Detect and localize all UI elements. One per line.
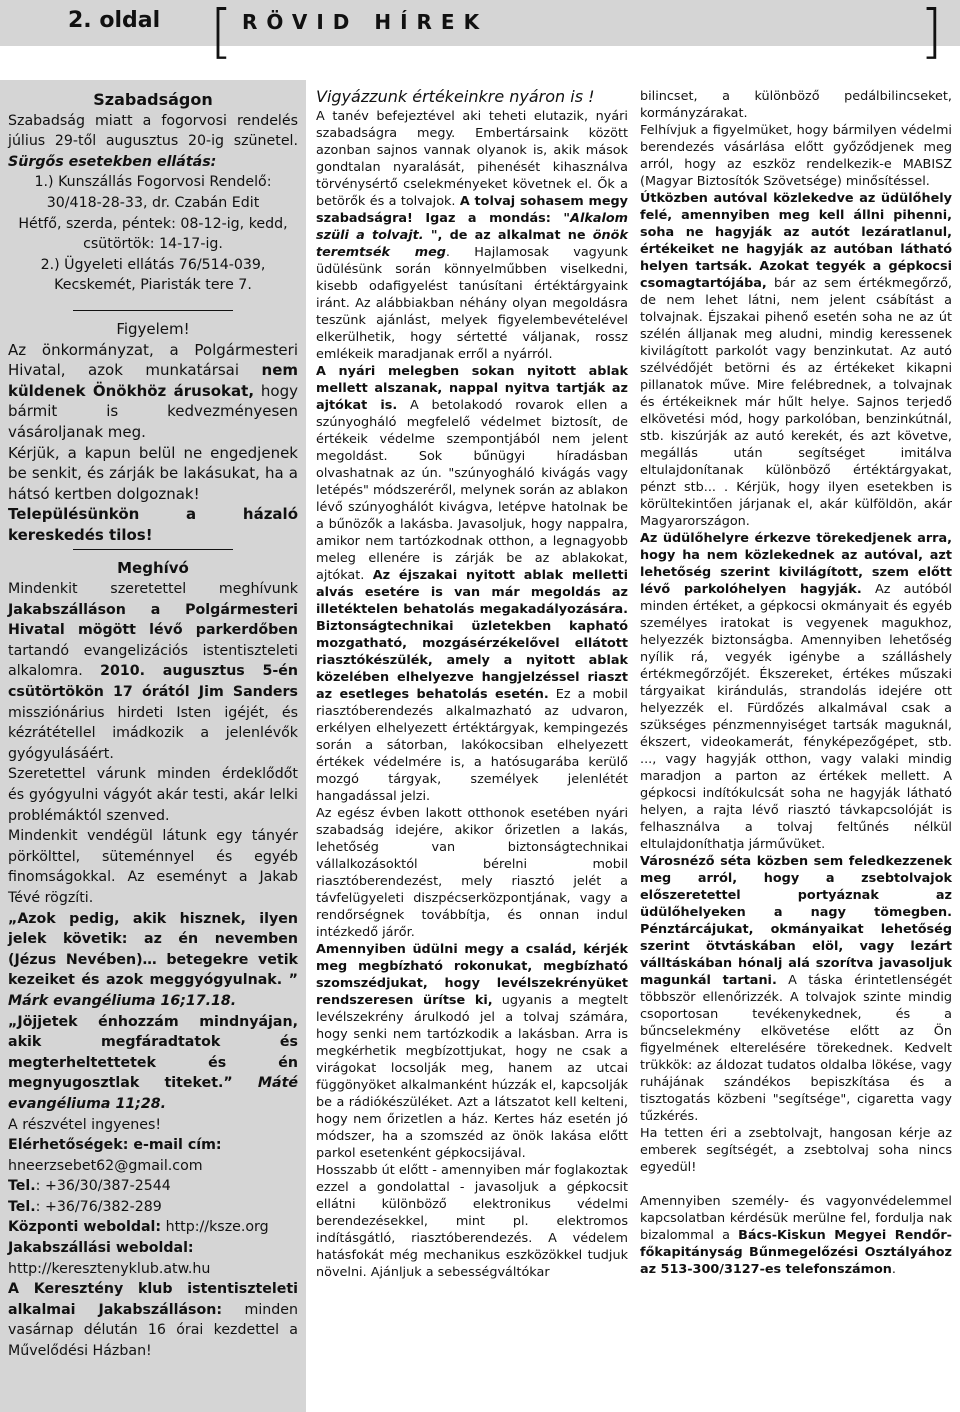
left-column <box>8 88 298 1362</box>
quote-2: „Jöjjetek énhozzám mindnyájan, akik megfáradtatok és megterheltettetek és én megnyugosztlak titeket.” Máté evangéliuma 11;28. <box>8 1013 298 1112</box>
article-p2: A nyári melegben sokan nyitott ablak mellett alszanak, nappal nyitva tartják az ajtókat is. A betolakodó rovarok ellen a szúnyogháló megfelelő védelmet biztosít, de értékeik védelme szempontjából nem jelent megoldást. Sok bűnügyi híradásban olvashatnak az ún. "szúnyogháló kivágás vagy letépés" módszeréről, melynek során az ablakon lévő szúnyoghálót kivágva, letépve hatolnak be a bűnözők a lakásba. Javasoljuk, hogy nappalra, amikor nem tartózkodnak otthon, a legnagyobb meleg ellenére is zárják be az ablakokat, ajtókat. Az éjszakai nyitott ablak melletti alvás esetére is van már megoldás az illetéktelen behatolás megakadályozására. Biztonságtechnikai üzletekben kapható mozgatható, mozgásérzékelővel ellátott riasztókészülék, amely a nyitott ablak közelében elhelyezve hangjelzéssel riaszt az esetleges behatolás esetén. Ez a mobil riasztóberendezés alkalmazható az udvaron, erkélyen elhelyezett értéktárgyak, kempingezés során a sátorban, lakókocsiban elhelyezett értékek védelmére is, a hatósugarába kerülő mozgó tárgyak, személyek jelenlétét hangadással jelzi. <box>316 364 629 804</box>
meghivo-text-3: Mindenkit vendégül látunk egy tányér pörkölttel, süteménnyel és egyéb finomságokkal. Az eseményt a Jakab Tévé rögzíti. <box>8 828 298 906</box>
figyelem-text-3: Településünkön a házaló kereskedés tilos! <box>8 505 298 544</box>
article-p6: bilincset, a különböző pedálbilincseket, kormányzárakat. <box>640 89 952 121</box>
article-p3: Az egész évben lakott otthonok esetében nyári szabadság idejére, akikor őrizetlen a lakás, lehetőség van biztonságtechnikai vállalkozásoktól bérelni mobil riasztóberendezést, mely riasztó jelét a távfelügyeleti diszpécserközpontjának, vagy a rendőrségnek továbbítja, és onnan indul intézkedő járőr. <box>316 806 628 940</box>
article-p4: Amennyiben üdülni megy a család, kérjék meg megbízható rokonukat, megbízható szomszédjukat, hogy levélszekrényüket rendszeresen ürítse ki, ugyanis a megtelt levélszekrény árulkodó jel a tolvaj számára, hogy senki nem tartózkodik a lakásban. Arra is megkérhetik megbízottjukat, hogy ne csak a virágokat locsolják meg, hanem az utcai függönyöket alkalmanként húzzák el, kapcsolják be a rádiókészüléket. Azt a látszatot kell kelteni, hogy nem őrizetlen a ház. Kertes ház esetén jó módszer, ha a szomszéd az önök lakása előtt parkol esetenként gépkocsijával. <box>316 942 628 1161</box>
quote-1: „Azok pedig, akik hisznek, ilyen jelek követik: az én nevemben (Jézus Nevében)… betegekre vetik kezeiket és azok meggyógyulnak. ” Márk evangéliuma 16;17.18. <box>8 910 298 1009</box>
right-column <box>640 88 952 1278</box>
article-p8: Útközben autóval közlekedve az üdülőhely felé, amennyiben meg kell állni pihenni, soha ne hagyják az autót lezáratlanul, értékeiket ne hagyják az autóban látható helyen tartsák. Azokat tegyék a gépkocsi csomagtartójába, bár az sem értékmegőrző, de nem lehet látni, nem jelent csábítást a tolvajnak. Éjszakai pihenő esetén soha ne az út szélén álljanak meg aludni, mindig keressenek kivilágított parkolót vagy benzinkutat. Az autó szélvédőjét betörni és az értékeket kikapni pillanatok műve. Mire felébrednek, a tolvajnak és értékeiknek már hűlt helye. Sajnos terjedő elkövetési mód, hogy parkolóban, benzinkútnál, stb. kiszúrják az autó kerekét, és azt követve, megállás után segítséget imitálva eltulajdonítanak különböző értéktárgyakat, pénzt stb... . Kérjük, hogy ilyen esetekben is körültekintően járjanak el, akár külföldön, akár Magyarországon. <box>640 191 952 529</box>
phone-2: Tel.: +36/76/382-289 <box>8 1198 162 1215</box>
klub-text: A Keresztény klub istentiszteleti alkalmai Jakabszálláson: minden vasárnap délután 16 órai kezdettel a Művelődési Házban! <box>8 1281 298 1360</box>
article-p11: Ha tetten éri a zsebtolvajt, hangosan kérje az emberek segítségét, a zsebtolvaj soha nincs egyedül! <box>640 1126 952 1175</box>
figyelem-text-1: Az önkormányzat, a Polgármesteri Hivatal, azok munkatársai nem küldenek Önökhöz árusokat, hogy bármit is kedvezményesen vásároljanak meg. <box>8 340 298 441</box>
szabadsag-heading: Szabadságon <box>93 90 213 109</box>
article-p1: A tanév befejeztével aki teheti elutazik, nyári szabadságra megy. Embertársaink között azonban sajnos vannak olyanok is, akik mások gondtalan nyaralását, pihenését kihasználva törvénysértő cselekményeket követnek el. Ők a betörők és a tolvajok. A tolvaj sohasem megy szabadságra! Igaz a mondás: "Alkalom szüli a tolvajt. ", de az alkalmat ne önök teremtsék meg. Hajlamosak vagyunk üdülésünk során könnyelműbben viselkedni, kisebb odafigyelést tanúsítani értéktárgyaink iránt. Az alábbiakban néhány olyan megoldásra teszünk ajánlást, melyek figyelembevételével elkerülhetik, hogy sértetté váljanak, rossz emlékeik maradjanak erről a nyárról. <box>316 109 628 362</box>
divider <box>73 310 233 311</box>
page-number: 2. oldal <box>68 8 161 33</box>
web-1: Központi weboldal: http://ksze.org <box>8 1219 269 1236</box>
section-title: RÖVID HÍREK <box>242 10 489 34</box>
right-bracket-icon: ] <box>920 0 943 65</box>
figyelem-heading: Figyelem! <box>116 319 190 338</box>
rendelo-3: 2.) Ügyeleti ellátás 76/514-039, Kecskemét, Piaristák tere 7. <box>40 256 266 294</box>
web-2[interactable]: http://keresztenyklub.atw.hu <box>8 1260 211 1277</box>
article-p5: Hosszabb út előtt - amennyiben már foglakoztak ezzel a gondolattal - javasoljuk a gépkocsit ellátni különböző elektronikus védelmi berendezésekkel, mint pl. elektromos indításgátló, riasztóberendezés. A védelem hatásfokát még mechanikus eszközökkel tudjuk növelni. Ajánljuk a sebességváltókar <box>316 1163 628 1280</box>
page-number-box <box>0 0 200 46</box>
figyelem-text-2: Kérjük, a kapun belül ne engedjenek be senkit, és zárják be lakásukat, ha a hátsó kertben dolgoznak! <box>8 443 298 503</box>
middle-column <box>316 88 628 1281</box>
email-address[interactable]: hneerzsebet62@gmail.com <box>8 1157 203 1174</box>
article-p12: Amennyiben személy- és vagyonvédelemmel kapcsolatban kérdésük merülne fel, fordulja nak bizalommal a Bács-Kiskun Megyei Rendőr-főkapitányság Bűnmegelőzési Osztályához az 513-300/3127-es telefonszámon. <box>640 1194 952 1277</box>
rendelo-1: 1.) Kunszállás Fogorvosi Rendelő: 30/418-28-33, dr. Czabán Edit <box>34 174 272 211</box>
rendelo-2: Hétfő, szerda, péntek: 08-12-ig, kedd, csütörtök: 14-17-ig. <box>18 215 288 253</box>
left-bracket-icon: [ <box>210 0 233 65</box>
article-p10: Városnéző séta közben sem feledkezzenek meg arról, hogy a zsebtolvajok előszeretettel portyáznak az üdülőhelyeken a nagy tömegben. Pénztárcájukat, okmányaikat lehetőség szerint ötvtáskában elöl, vagy lezárt válltáskában hónalj alá szorítva javasoljuk magunkál tartani. A táska érintetlenségét többször ellenőrizzék. A tolvajok szinte mindig csoportosan tevékenykednek, és a bűncselekmény elkövetése előtt az Ön figyelmének elterelésére törekednek. Kedvelt trükkök: az áldozat tudatos oldalba lökése, vagy ruhájának szándékos bepiszkítása és a tisztogatás közbeni "segítsége", cigaretta vagy tűzkérés. <box>640 854 952 1124</box>
szabadsag-text: Szabadság miatt a fogorvosi rendelés július 29-től augusztus 20-ig szünetel. Sürgős esetekben ellátás: <box>8 112 298 170</box>
meghivo-text-1: Mindenkit szeretettel meghívunk Jakabszálláson a Polgármesteri Hivatal mögött lévő parkerdőben tartandó evangelizációs istentiszteleti alkalomra. 2010. augusztus 5-én csütörtökön 17 órától Jim Sanders missziónárius hirdeti Isten igéjét, és kézrátétellel imádkozik a jelenlévők gyógyulásáért. <box>8 581 298 762</box>
phone-1: Tel.: +36/30/387-2544 <box>8 1178 171 1195</box>
meghivo-heading: Meghívó <box>117 559 189 578</box>
article-title: Vigyázzunk értékeinkre nyáron is ! <box>316 87 595 106</box>
page-header <box>0 0 960 65</box>
meghivo-text-2: Szeretettel várunk minden érdeklődőt és gyógyulni vágyót akár testi, akár lelki problémáktól szenved. <box>8 766 298 824</box>
ingyenes: A részvétel ingyenes! <box>8 1116 162 1133</box>
email-label: Elérhetőségek: e-mail cím: <box>8 1137 222 1154</box>
divider <box>73 549 233 550</box>
article-p9: Az üdülőhelyre érkezve törekedjenek arra, hogy ha nem közlekednek az autóval, azt lehetőség szerint kivilágított, szem előtt lévő parkolóhelyen hagyják. Az autóból minden értéket, a gépkocsi okmányait és egyéb személyes iratokat is vegyenek magukhoz, helyezzék biztonságba. Amennyiben lehetőség nyílik rá, vegyék igénybe a szálláshely értékmegőrzőjét. Ékszereket, értékes műszaki tárgyaikat kirándulás, strandolás idejére ott helyezzék el. Fürdőzés alkalmával csak a szükséges pénzmennyiséget tartsák maguknál, ékszert, videokamerát, fényképezőgépet, stb. ..., vagy hagyják otthon, vagy valaki mindig maradjon a parton az értékek mellett. A gépkocsi indítókulcsát soha ne hagyják látható helyen, a rajta lévő riasztó távkapcsolóját is felhasználva a tolvaj feltűnés nélkül eltulajdoníthatja járművüket. <box>640 531 952 852</box>
web-2-label: Jakabszállási weboldal: <box>8 1240 194 1257</box>
article-p7: Felhívjuk a figyelmüket, hogy bármilyen védelmi berendezés vásárlása előtt győződjenek meg arról, hogy az eszköz rendelkezik-e MABISZ (Magyar Biztosítók Szövetsége) minősítéssel. <box>640 123 952 189</box>
